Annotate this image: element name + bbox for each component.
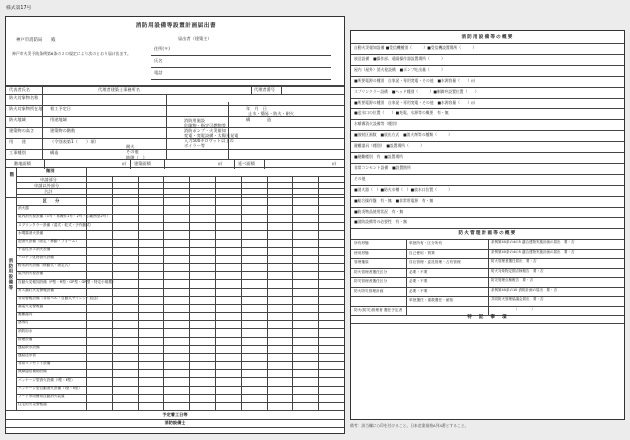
fire-mgmt-header: 防火管理計画等の概要 [458, 231, 517, 236]
equipment-grid-column [292, 198, 293, 410]
row-divider [6, 94, 344, 95]
floor-area-section [6, 168, 344, 198]
grid-row-line [16, 194, 344, 195]
overview-row: ■所要電源の種別 自家発・専用変電・その他 ■水源容量（ ）㎥ [354, 99, 476, 105]
floor-type-label: 耐火 [126, 144, 135, 149]
mgmt-row-right: 防災管理点検報告 要・否 [491, 278, 533, 283]
floor-section-title: 階 [8, 172, 14, 178]
mgmt-row-label: 使用形態 [354, 250, 369, 255]
overview-row-line [351, 65, 624, 66]
site-area-unit: ㎡ [122, 161, 127, 166]
equipment-col-header: 区 分 [42, 198, 60, 203]
rep-type-label: 代理者建築士事務所名 [98, 87, 140, 92]
special-notes-header: 特 記 事 項 [467, 315, 508, 320]
equipment-grid-column [138, 198, 139, 410]
building-row-mid: 用途地域 [50, 117, 67, 122]
floor-col1-header: 階別 [46, 168, 55, 173]
intro-text: 神戸市火災予防条例第6条の２の規定により次のとおり届け出ます。 [12, 51, 131, 56]
equipment-section [6, 198, 344, 410]
structure-options: 止水・簡易・防火・耐火 [248, 111, 295, 116]
equipment-item: パッケージ型消火設備（Ⅰ型・Ⅱ型） [18, 377, 75, 382]
building-row-mid: 建築物の階数 [50, 128, 76, 133]
form-title: 消防用設備等設置計画届出書 [135, 23, 217, 29]
site-area-label: 敷地面積 [14, 161, 31, 166]
equipment-item: 屋外消火栓設備 [18, 271, 44, 276]
mgmt-col-line [406, 239, 407, 315]
overview-row: ■所要電源の種別 自家発・専用変電・その他 ■水源容量（ ）㎥ [354, 77, 476, 83]
building-area-label: 建築面積 [134, 161, 151, 166]
mgmt-row-options: 自己使用・賃貸 [409, 250, 435, 255]
overview-row: ■防炎物品使用状況 有・無 [354, 208, 404, 214]
mgmt-row-label: 所有形態 [354, 241, 369, 246]
mgmt-row-right: 共同防火管理協議会届出 要・否 [491, 297, 544, 302]
equipment-grid-column [112, 198, 113, 410]
overview-row-line [351, 108, 624, 109]
floor-sub-other: 申請以外部分 [34, 183, 60, 188]
building-row-label: 建築物の高さ [9, 128, 35, 133]
equipment-item: 自動火災報知設備（P型・R型・GP型・GR型・特定小規模） [18, 279, 116, 284]
mgmt-row-options: 必要・不要 [409, 269, 428, 274]
equipment-item: ハロゲン化物消火設備 [18, 255, 54, 260]
footnote: 備考：該当欄に○印を付けること。日本産業規格A列4番とすること。 [350, 423, 469, 428]
total-area-unit: ㎡ [332, 161, 337, 166]
mgmt-row-right: 防火対象物定期点検報告 要・否 [491, 268, 544, 273]
overview-row-line [351, 217, 624, 218]
overview-row: ■送水口の位置（ ）■充電、水源等の概要 有・無 [354, 110, 449, 116]
mgmt-row-label: 防火管理者選任区分 [354, 269, 388, 274]
overview-row-line [351, 196, 624, 197]
floor-type-label: その他 [126, 149, 139, 155]
overview-row: 放送設備 ■操作部、遠隔操作器設置場所（ ） [354, 55, 445, 61]
overview-row-line [351, 98, 624, 99]
floor-type-label: 地階（ ） [126, 154, 147, 160]
floor-sub-apply: 申請部分 [40, 177, 57, 182]
equipment-item: パッケージ型自動消火設備（Ⅰ型・Ⅱ型） [18, 385, 82, 390]
mgmt-row-right: 条例第40条の10 消防計画の届出 要・否 [491, 287, 558, 292]
overview-row-line [351, 76, 624, 77]
equipment-item: 漏電火災警報器 [18, 304, 44, 309]
equipment-item: フード等用簡易自動消火装置 [18, 393, 65, 398]
mgmt-row-label: 管理権原 [354, 260, 369, 265]
equipment-item: 非常コンセント設備 [18, 361, 51, 366]
fire-facility-item: 変電・変電設備・太陽光発電 [184, 133, 239, 139]
overview-row-line [351, 152, 624, 153]
fire-facility-item: 消防ポンプ・火災報知 [184, 128, 226, 134]
total-area-label: 延べ面積 [238, 161, 255, 166]
footer-row-start: 予定着工日等 [162, 412, 188, 417]
right-sheet [350, 30, 625, 420]
equipment-item: ガス漏れ火災警報設備 [18, 287, 54, 292]
equipment-item: 消火器 [18, 206, 29, 211]
floor-sub-total: 合計 [44, 189, 53, 194]
fire-facilities-label: 消防用施設 [184, 118, 205, 123]
overview-row: 水噴霧消火設備等（種別） [354, 121, 400, 127]
equipment-item: 無線通信補助設備 [18, 369, 47, 374]
building-row-right: 構 造 [246, 117, 272, 122]
building-row-label: 防火対象物名称 [9, 95, 39, 100]
building-info-table [6, 85, 344, 159]
building-row-label: 防火地域 [9, 117, 26, 122]
floor-type-labels [126, 144, 147, 160]
equipment-item: 屋内消火栓設備（1号・易操作1号・2号・広範囲型2号） [18, 214, 110, 219]
overview-row-line [351, 54, 624, 55]
overview-row: 非常コンセント設備 ■設置箇所 [354, 164, 411, 170]
grid-row-line [16, 182, 344, 183]
mgmt-row-options: 自社管理・委託管理・占有管理 [409, 260, 461, 265]
equipment-item: 粉末消火設備（移動式・固定式） [18, 263, 72, 268]
mgmt-row-label: 防災管理者選任区分 [354, 279, 388, 284]
area-row [6, 159, 344, 168]
overview-row: ■避難種別 有 ■設置場所 [354, 154, 403, 159]
building-row-mid: 着工予定日 [50, 106, 71, 111]
mgmt-row-right: 条例第40条の4の5 適合建物実施計画の届出 要・否 [491, 249, 575, 254]
rep-id-label: 代理者番号 [254, 87, 275, 92]
equipment-grid-column [318, 198, 319, 410]
overview-row-line [351, 141, 624, 142]
equipment-item: 住宅用火災警報器 [18, 402, 47, 407]
equipment-item: 消防用水 [18, 328, 33, 333]
date-line: 届出者（建築主） [178, 36, 212, 41]
overview-row-line [351, 87, 624, 88]
fire-facilities [184, 118, 238, 148]
equipment-item: 避難器具 [18, 312, 33, 317]
equipment-item: 非常警報設備（非常ベル・自動式サイレン・放送） [18, 295, 101, 300]
building-row-mid: （令別表第1（ ）項） [50, 139, 99, 144]
overview-row-line [351, 228, 624, 229]
mgmt-row-label: 防火(防災)管理者 選任予定者 [354, 307, 403, 312]
footer-row-installer: 消防設備士 [164, 420, 186, 425]
overview-row-line [351, 185, 624, 186]
address-label: 住所(〒) [154, 46, 170, 51]
building-row-mid: 構造 [50, 150, 59, 155]
overview-row: ■放射区画数 ■放出方式 ■消火剤等の種類（ ） [354, 132, 453, 138]
equipment-item: 排煙設備 [18, 336, 33, 341]
fire-facility-item: ボイラー等 [184, 143, 205, 149]
overview-row-line [351, 130, 624, 131]
form-number: 様式第17号 [6, 6, 32, 11]
mgmt-row-right: 防火管理者選任届出 要・否 [491, 259, 537, 264]
phone-label: 電話 [154, 70, 163, 75]
overview-row-line [351, 119, 624, 120]
addressee: 神戸市消防局 殿 [16, 38, 56, 43]
mgmt-row-right: 条例第40条の4の5 適合建物実施計画の届出 要・否 [491, 240, 575, 245]
mgmt-row-options: 必要・不要 [409, 288, 428, 293]
mgmt-row-label: 防火防災管理計画 [354, 288, 384, 293]
equipment-item: 泡消火設備（固定・移動・フォーム） [18, 238, 79, 243]
overview-row: 屋内（屋外）消火栓設備 ■ポンプ吐出量（ ） [354, 66, 445, 72]
overview-row-line [351, 207, 624, 208]
name-label: 氏名 [154, 58, 163, 63]
equipment-grid-column [163, 198, 164, 410]
overview-row: ■消火器（ ）■防火水槽（ ）■放水口位置（ ） [354, 186, 453, 192]
overview-header: 消防用設備等の概要 [461, 35, 514, 40]
overview-row-line [351, 163, 624, 164]
building-area-unit: ㎡ [218, 161, 223, 166]
footer-rows [6, 410, 344, 433]
mgmt-col-line [488, 239, 489, 315]
mgmt-row-right: （ ） [491, 306, 535, 311]
mgmt-row-options: 必要・不要 [409, 279, 428, 284]
overview-row: スプリンクラー設備 ■ヘッド種別（ ）■制御弁設置位置（ ） [354, 88, 479, 94]
equipment-grid-column [267, 198, 268, 410]
fire-facility-item: 危険物・指定可燃物等 [184, 123, 226, 129]
overview-row: 自動火災報知設備 ■受信機種別（ ）■受信機設置場所（ ） [354, 45, 477, 50]
overview-row: ■総合操作盤 有・無 ■非常用電源 有・無 [354, 197, 434, 203]
overview-row-line [351, 174, 624, 175]
building-row-right: 年 月 日 [246, 106, 267, 111]
building-row-label: 用 途 [9, 139, 26, 144]
equipment-item: 不活性ガス消火設備 [18, 247, 51, 251]
equipment-item: 誘導灯 [18, 320, 29, 325]
building-row-label: 防火対象物所在地 [9, 106, 43, 111]
mgmt-row-options: 単独選任・複数選任・統括 [409, 298, 454, 303]
fire-facility-item: 入力500キロワット以上の [184, 138, 234, 144]
overview-row: その他 [354, 175, 366, 181]
overview-row: ■消防設備等の必要性 有・無 [354, 219, 407, 225]
grid-row-line [16, 188, 344, 189]
equipment-item: スプリンクラー設備（湿式・乾式・予作動式） [18, 222, 94, 227]
equipment-section-title: 消防用設備等 [7, 258, 13, 291]
mgmt-row-options: 単独所有・区分所有 [409, 241, 443, 246]
equipment-item: 連結送水管 [18, 353, 36, 358]
equipment-item: 水噴霧消火設備 [18, 230, 44, 235]
equipment-item: 連結散水設備 [18, 344, 40, 349]
left-sheet [5, 16, 345, 434]
equipment-grid-column [241, 198, 242, 410]
equipment-grid-column [215, 198, 216, 410]
rep-label: 代表者氏名 [9, 87, 30, 92]
overview-row: 避難器具（種別） ■設置場所（ ） [354, 143, 425, 149]
building-row-label: 工事種別 [9, 150, 26, 155]
equipment-grid-column [189, 198, 190, 410]
